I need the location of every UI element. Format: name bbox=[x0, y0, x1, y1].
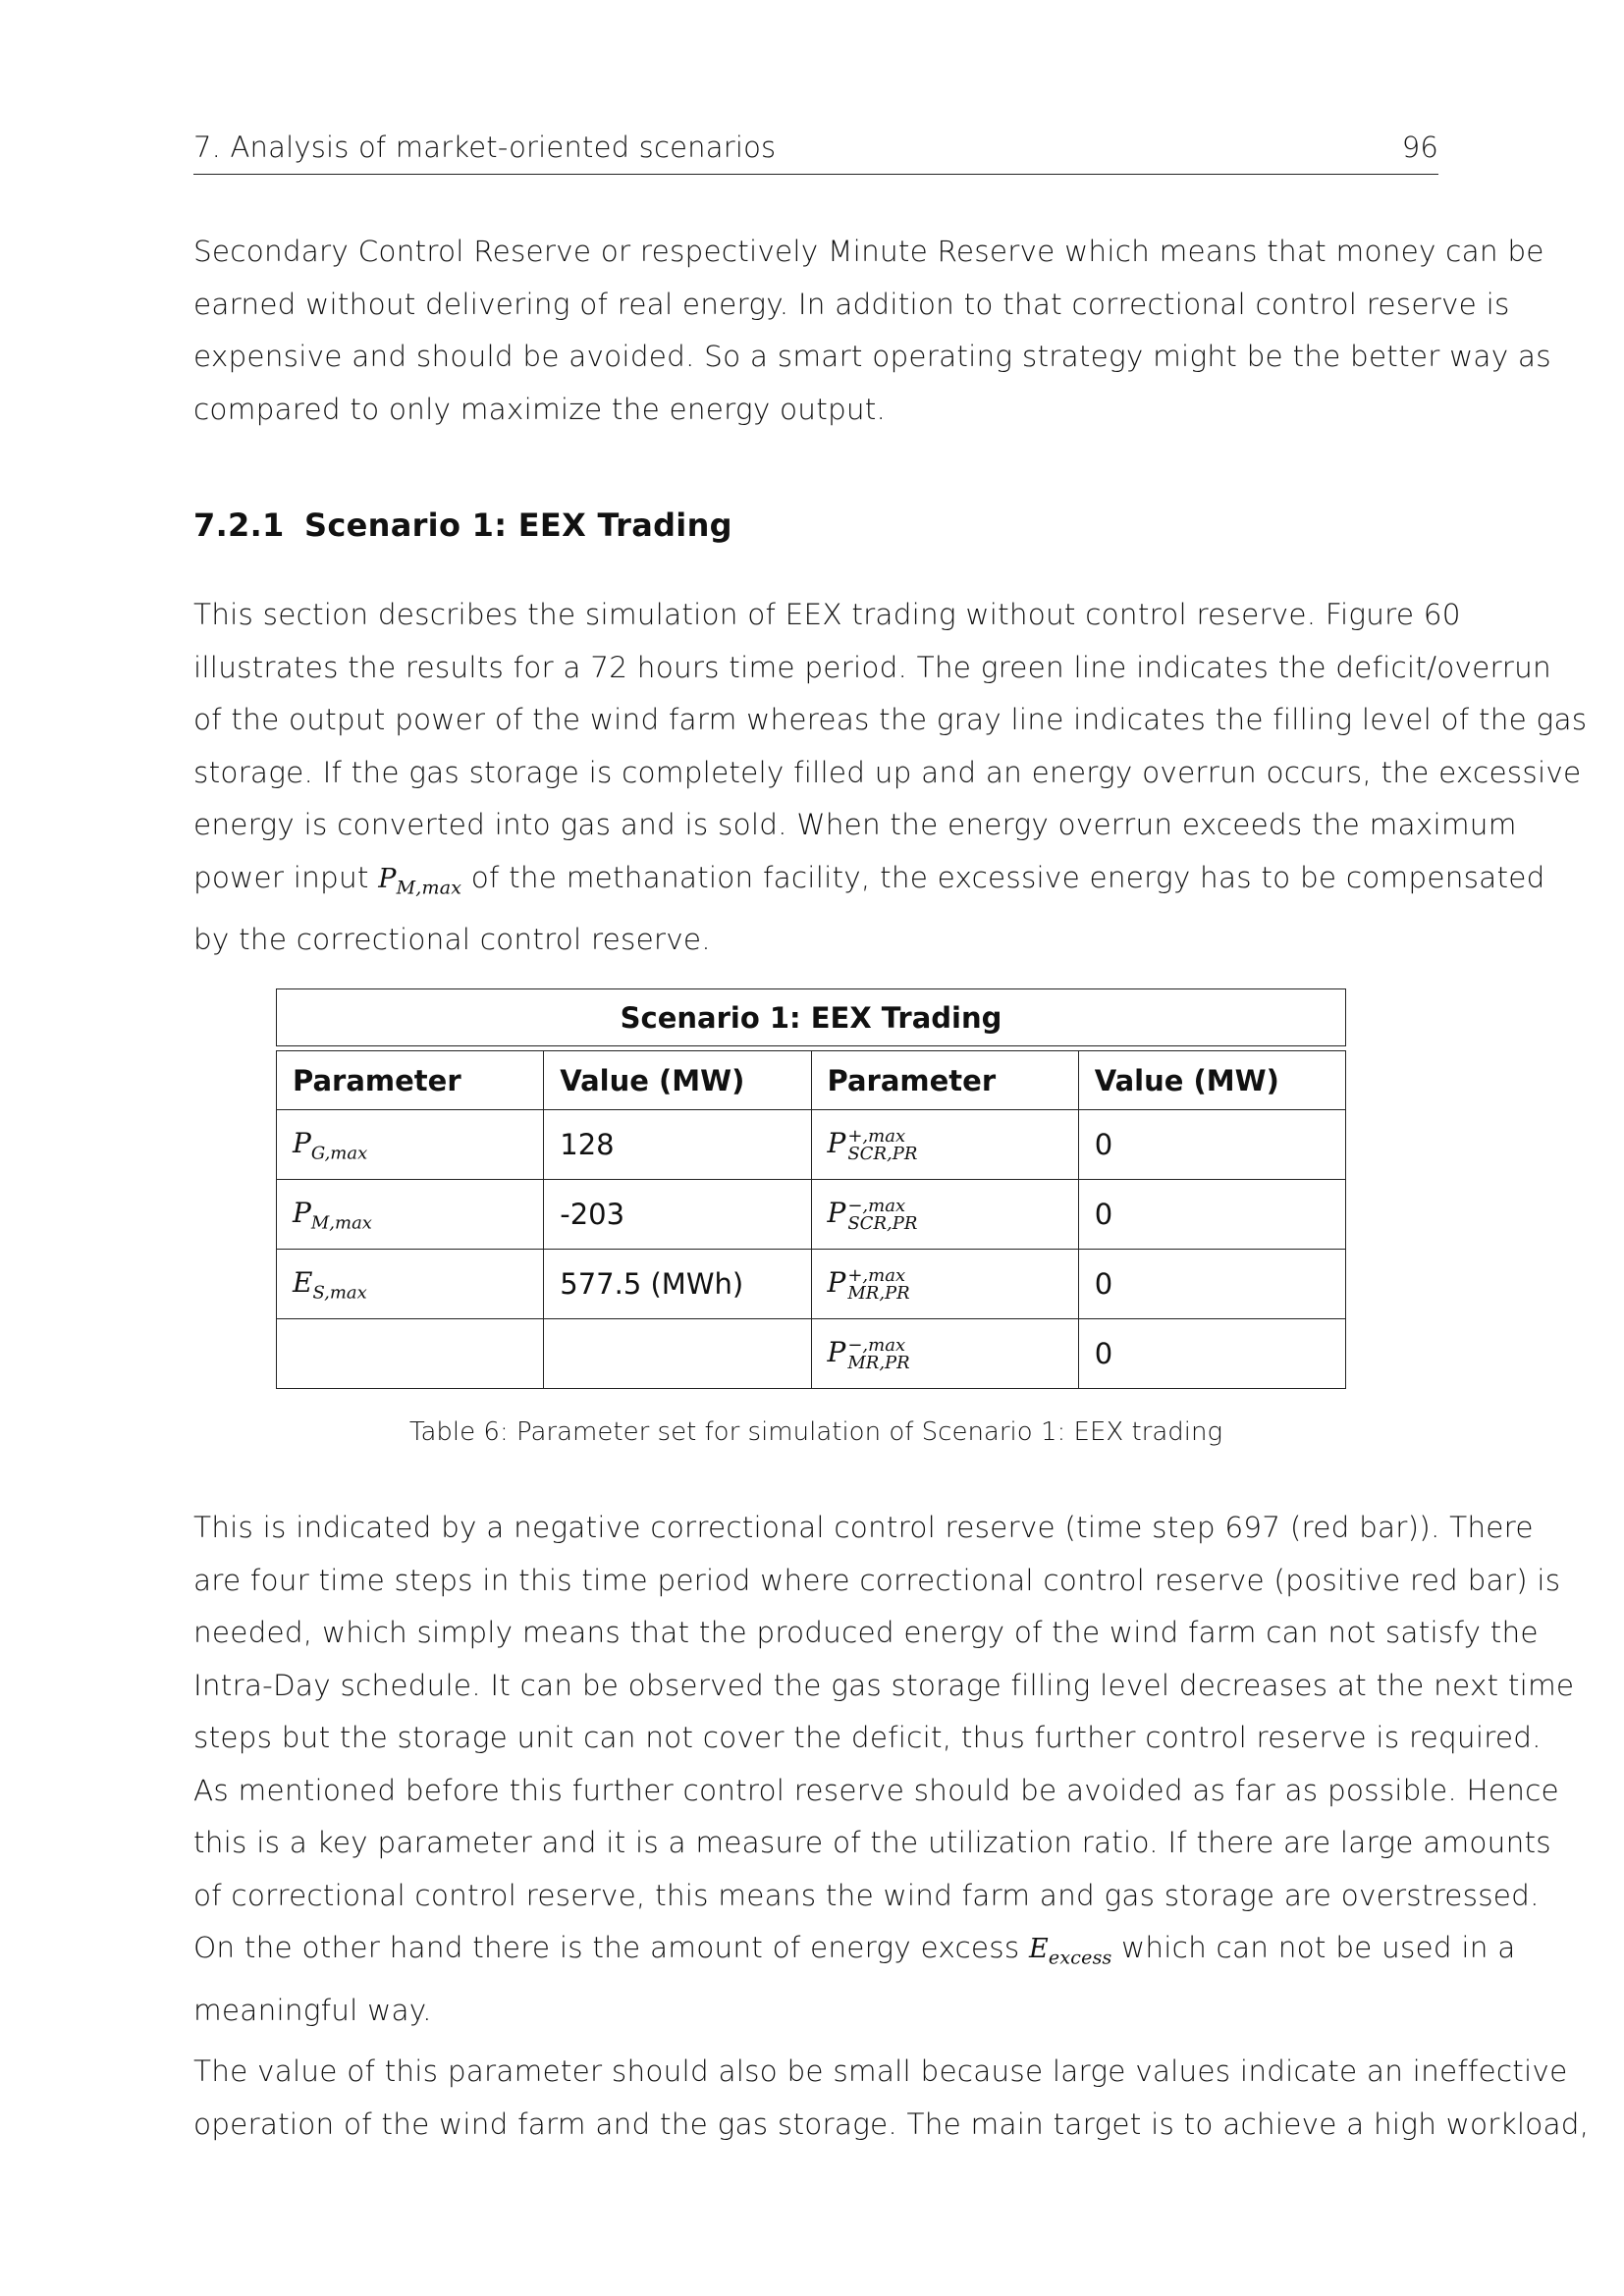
table-row bbox=[277, 1180, 1346, 1250]
math-subscript: G,max bbox=[310, 1143, 368, 1164]
parameter-cell bbox=[277, 1180, 544, 1250]
math-base: P bbox=[827, 1197, 846, 1230]
text-fragment: which can not be used in a bbox=[1111, 1931, 1516, 1964]
text-line: this is a key parameter and it is a measure of the utilization ratio. If there are large amounts bbox=[193, 1826, 1551, 1859]
math-subscript: excess bbox=[1048, 1947, 1112, 1969]
math-subscript: MR,PR bbox=[847, 1282, 910, 1304]
column-header: Parameter bbox=[277, 1051, 544, 1110]
column-header: Value (MW) bbox=[1078, 1051, 1345, 1110]
value-cell: -203 bbox=[544, 1180, 811, 1250]
table-header-row bbox=[277, 1051, 1346, 1110]
math-base: E bbox=[1029, 1934, 1049, 1964]
math-superscript: −,max bbox=[847, 1195, 906, 1216]
text-line: earned without delivering of real energy. In addition to that correctional control reserve is bbox=[193, 287, 1510, 321]
text-line: This is indicated by a negative correctional control reserve (time step 697 (red bar)). There bbox=[193, 1511, 1534, 1544]
text-line: This section describes the simulation of EEX trading without control reserve. Figure 60 bbox=[193, 598, 1461, 631]
text-line: needed, which simply means that the produced energy of the wind farm can not satisfy the bbox=[193, 1616, 1539, 1649]
math-symbol bbox=[378, 863, 462, 898]
page-number: 96 bbox=[1401, 131, 1438, 164]
table-row bbox=[277, 1319, 1346, 1389]
math-base: E bbox=[293, 1265, 313, 1299]
table-row bbox=[277, 1250, 1346, 1319]
parameter-cell bbox=[277, 1110, 544, 1180]
parameter-cell bbox=[811, 1319, 1078, 1389]
text-line: As mentioned before this further control reserve should be avoided as far as possible. Hence bbox=[193, 1773, 1559, 1807]
text-line: of correctional control reserve, this means the wind farm and gas storage are overstressed. bbox=[193, 1878, 1540, 1912]
paragraph-scenario-description bbox=[193, 589, 1588, 967]
table-caption: Table 6: Parameter set for simulation of Scenario 1: EEX trading bbox=[408, 1417, 1223, 1447]
text-line: of the output power of the wind farm whereas the gray line indicates the filling level of the gas bbox=[193, 703, 1588, 736]
parameter-cell bbox=[277, 1250, 544, 1319]
text-line: Intra-Day schedule. It can be observed the gas storage filling level decreases at the next time bbox=[193, 1668, 1575, 1702]
math-symbol bbox=[1029, 1934, 1112, 1969]
section-heading bbox=[193, 507, 732, 544]
text-line: The value of this parameter should also be small because large values indicate an ineffective bbox=[193, 2055, 1568, 2088]
paragraph-intro bbox=[193, 226, 1551, 436]
math-superscript: −,max bbox=[847, 1334, 906, 1356]
text-line: illustrates the results for a 72 hours time period. The green line indicates the deficit/overrun bbox=[193, 650, 1551, 684]
math-base: P bbox=[293, 1196, 311, 1229]
value-cell: 0 bbox=[1078, 1180, 1345, 1250]
math-base: P bbox=[827, 1266, 846, 1300]
text-line: Secondary Control Reserve or respectively Minute Reserve which means that money can be bbox=[193, 235, 1544, 268]
math-base: P bbox=[827, 1336, 846, 1369]
math-superscript: +,max bbox=[847, 1125, 906, 1147]
text-line: compared to only maximize the energy output. bbox=[193, 392, 887, 426]
math-base: P bbox=[827, 1127, 846, 1160]
paragraph-parameter-value bbox=[193, 2046, 1590, 2151]
paragraph-results bbox=[193, 1502, 1575, 2037]
parameter-cell bbox=[277, 1319, 544, 1389]
text-fragment: On the other hand there is the amount of energy excess bbox=[193, 1931, 1029, 1964]
table-title: Scenario 1: EEX Trading bbox=[277, 989, 1346, 1046]
math-subscript: SCR,PR bbox=[847, 1212, 918, 1234]
math-base: P bbox=[378, 863, 397, 894]
parameter-table bbox=[276, 988, 1346, 1389]
column-header: Value (MW) bbox=[544, 1051, 811, 1110]
text-line: meaningful way. bbox=[193, 1993, 432, 2027]
parameter-cell bbox=[811, 1250, 1078, 1319]
text-line: operation of the wind farm and the gas storage. The main target is to achieve a high workload, bbox=[193, 2107, 1590, 2141]
table-row bbox=[277, 1110, 1346, 1180]
parameter-cell bbox=[811, 1110, 1078, 1180]
text-line: steps but the storage unit can not cover the deficit, thus further control reserve is required. bbox=[193, 1721, 1542, 1754]
section-number: 7.2.1 bbox=[193, 507, 285, 544]
table-title-row bbox=[277, 989, 1346, 1046]
math-subscript: MR,PR bbox=[847, 1352, 910, 1373]
value-cell: 0 bbox=[1078, 1110, 1345, 1180]
math-subscript: S,max bbox=[312, 1282, 367, 1304]
text-line: expensive and should be avoided. So a smart operating strategy might be the better way as bbox=[193, 340, 1551, 373]
math-subscript: M,max bbox=[396, 876, 462, 898]
text-line: are four time steps in this time period where correctional control reserve (positive red bar) is bbox=[193, 1563, 1561, 1597]
value-cell: 0 bbox=[1078, 1250, 1345, 1319]
value-cell: 128 bbox=[544, 1110, 811, 1180]
text-line bbox=[193, 852, 1545, 915]
text-fragment: power input bbox=[193, 860, 379, 894]
column-header: Parameter bbox=[811, 1051, 1078, 1110]
text-fragment: of the methanation facility, the excessive energy has to be compensated bbox=[461, 860, 1545, 894]
value-cell: 577.5 (MWh) bbox=[544, 1250, 811, 1319]
section-title-text: Scenario 1: EEX Trading bbox=[304, 507, 732, 544]
math-subscript: M,max bbox=[310, 1212, 372, 1234]
math-superscript: +,max bbox=[847, 1264, 906, 1286]
text-line: storage. If the gas storage is completely filled up and an energy overrun occurs, the excessive bbox=[193, 755, 1582, 789]
running-header bbox=[193, 129, 1438, 175]
value-cell bbox=[544, 1319, 811, 1389]
text-line: energy is converted into gas and is sold. When the energy overrun exceeds the maximum bbox=[193, 808, 1517, 841]
value-cell: 0 bbox=[1078, 1319, 1345, 1389]
parameter-cell bbox=[811, 1180, 1078, 1250]
chapter-title: 7. Analysis of market-oriented scenarios bbox=[193, 131, 777, 164]
text-line bbox=[193, 1922, 1516, 1985]
math-base: P bbox=[293, 1126, 311, 1159]
text-line: by the correctional control reserve. bbox=[193, 923, 711, 957]
math-subscript: SCR,PR bbox=[847, 1143, 918, 1164]
